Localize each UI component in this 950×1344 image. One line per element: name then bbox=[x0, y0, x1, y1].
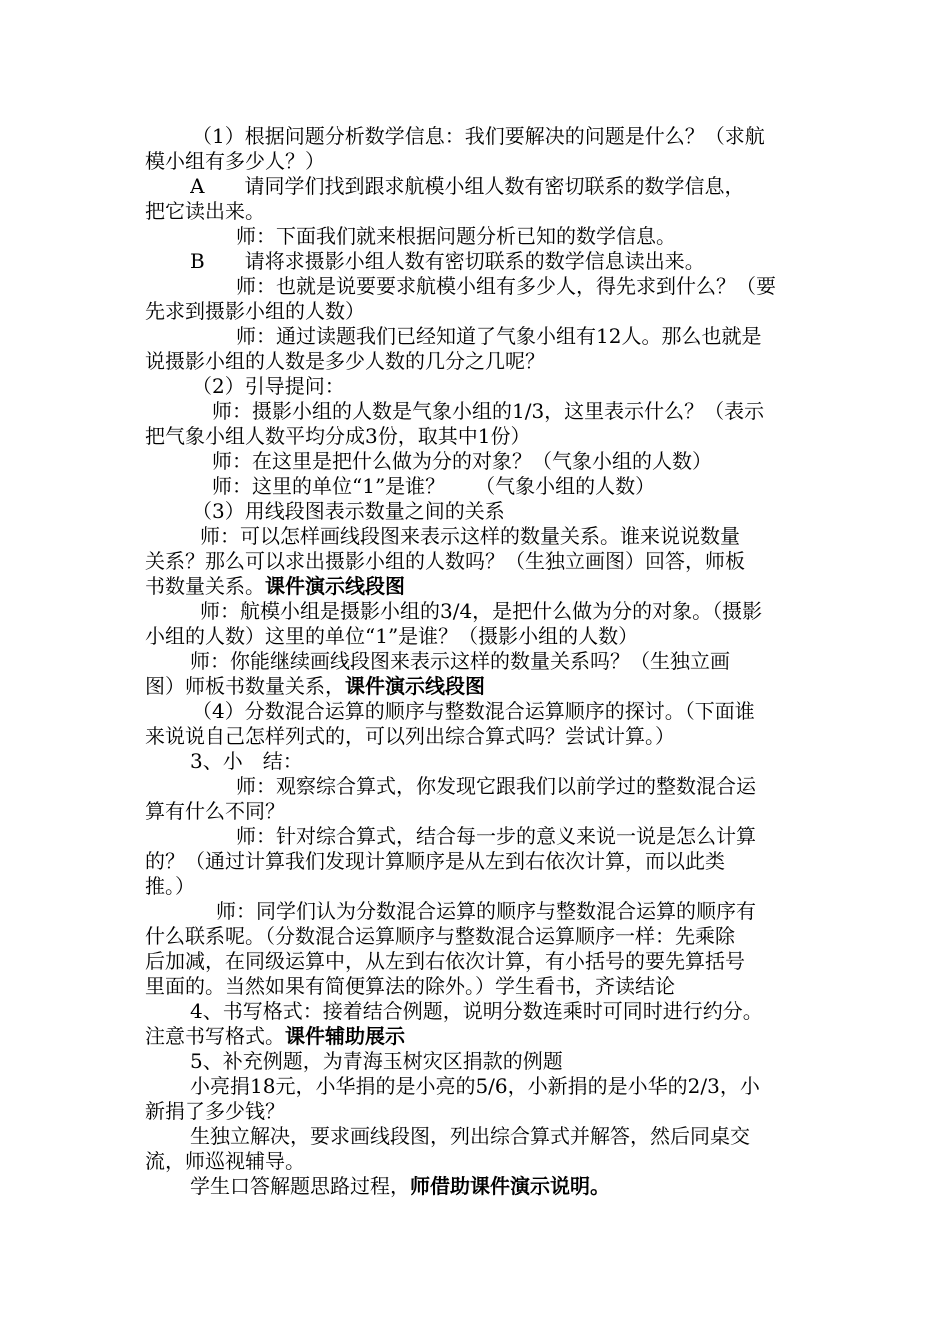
text-line: 把它读出来。 bbox=[145, 199, 265, 223]
text-line: 4、书写格式：接着结合例题，说明分数连乘时可同时进行约分。 bbox=[190, 999, 763, 1023]
text-line: 推。） bbox=[145, 874, 195, 898]
text-line: 师：摄影小组的人数是气象小组的1/3，这里表示什么？（表示 bbox=[212, 399, 765, 423]
text-line: 生独立解决，要求画线段图，列出综合算式并解答，然后同桌交 bbox=[190, 1124, 750, 1148]
text-line: 师：观察综合算式，你发现它跟我们以前学过的整数混合运 bbox=[236, 774, 756, 798]
text-line: 学生口答解题思路过程，师借助课件演示说明。 bbox=[190, 1174, 610, 1198]
text-line: 算有什么不同？ bbox=[145, 799, 285, 823]
text-line: （1）根据问题分析数学信息：我们要解决的问题是什么？（求航 bbox=[192, 124, 765, 148]
text-line: 师：航模小组是摄影小组的3/4，是把什么做为分的对象。（摄影 bbox=[200, 599, 763, 623]
text-line: （3）用线段图表示数量之间的关系 bbox=[192, 499, 505, 523]
text-line: 把气象小组人数平均分成3份，取其中1份） bbox=[145, 424, 531, 448]
text-line: 里面的。当然如果有简便算法的除外。）学生看书，齐读结论 bbox=[145, 974, 675, 998]
text-line: 师：在这里是把什么做为分的对象？（气象小组的人数） bbox=[212, 449, 712, 473]
text-line: 什么联系呢。（分数混合运算顺序与整数混合运算顺序一样：先乘除 bbox=[145, 924, 735, 948]
text-line: 后加减，在同级运算中，从左到右依次计算，有小括号的要先算括号 bbox=[145, 949, 745, 973]
text-line: （2）引导提问： bbox=[192, 374, 345, 398]
text-line: 关系？那么可以求出摄影小组的人数吗？（生独立画图）回答，师板 bbox=[145, 549, 745, 573]
text-line: 师：针对综合算式，结合每一步的意义来说一说是怎么计算 bbox=[236, 824, 756, 848]
text-line: 5、补充例题，为青海玉树灾区捐款的例题 bbox=[190, 1049, 563, 1073]
text-line: 师：通过读题我们已经知道了气象小组有12人。那么也就是 bbox=[236, 324, 762, 348]
text-line: 新捐了多少钱？ bbox=[145, 1099, 285, 1123]
text-line: 小亮捐18元，小华捐的是小亮的5/6，小新捐的是小华的2/3，小 bbox=[190, 1074, 760, 1098]
bold-emphasis: 课件演示线段图 bbox=[265, 574, 405, 598]
bold-emphasis: 课件演示线段图 bbox=[345, 674, 485, 698]
text-line: 说摄影小组的人数是多少人数的几分之几呢？ bbox=[145, 349, 545, 373]
text-line: 师：同学们认为分数混合运算的顺序与整数混合运算的顺序有 bbox=[216, 899, 756, 923]
text-line: 的？（通过计算我们发现计算顺序是从左到右依次计算，而以此类 bbox=[145, 849, 725, 873]
text-line: A 请同学们找到跟求航模小组人数有密切联系的数学信息， bbox=[190, 174, 745, 198]
text-line: 注意书写格式。课件辅助展示 bbox=[145, 1024, 405, 1048]
text-line: 小组的人数）这里的单位“1”是谁？（摄影小组的人数） bbox=[145, 624, 639, 648]
text-line: B 请将求摄影小组人数有密切联系的数学信息读出来。 bbox=[190, 249, 705, 273]
text-line: 来说说自己怎样列式的，可以列出综合算式吗？尝试计算。） bbox=[145, 724, 675, 748]
text-line: 图）师板书数量关系，课件演示线段图 bbox=[145, 674, 485, 698]
text-line: 师：这里的单位“1”是谁？ （气象小组的人数） bbox=[212, 474, 656, 498]
bold-emphasis: 师借助课件演示说明。 bbox=[410, 1174, 610, 1198]
text-line: 师：你能继续画线段图来表示这样的数量关系吗？（生独立画 bbox=[190, 649, 730, 673]
text-line: 3、小 结： bbox=[190, 749, 303, 773]
text-line: 先求到摄影小组的人数） bbox=[145, 299, 365, 323]
bold-emphasis: 课件辅助展示 bbox=[285, 1024, 405, 1048]
text-line: （4）分数混合运算的顺序与整数混合运算顺序的探讨。（下面谁 bbox=[192, 699, 755, 723]
text-line: 师：也就是说要要求航模小组有多少人，得先求到什么？（要 bbox=[236, 274, 776, 298]
text-line: 师：可以怎样画线段图来表示这样的数量关系。谁来说说数量 bbox=[200, 524, 740, 548]
text-line: 师：下面我们就来根据问题分析已知的数学信息。 bbox=[236, 224, 676, 248]
text-line: 书数量关系。课件演示线段图 bbox=[145, 574, 405, 598]
text-line: 模小组有多少人？） bbox=[145, 149, 325, 173]
text-line: 流，师巡视辅导。 bbox=[145, 1149, 305, 1173]
